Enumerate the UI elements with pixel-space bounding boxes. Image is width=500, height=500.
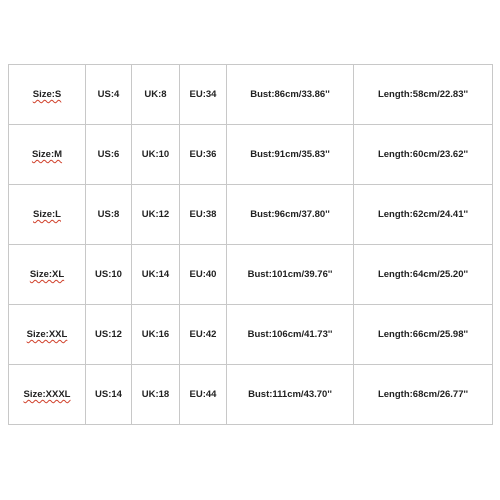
size-label: Size:XXXL xyxy=(23,389,71,400)
length-cell: Length:60cm/23.62'' xyxy=(354,125,493,185)
us-size-cell: US:12 xyxy=(86,305,132,365)
table-row xyxy=(9,65,493,125)
uk-size-cell: UK:8 xyxy=(132,65,180,125)
uk-size-cell: UK:12 xyxy=(132,185,180,245)
size-cell xyxy=(9,185,86,245)
size-label: Size:S xyxy=(32,89,62,100)
bust-cell: Bust:106cm/41.73'' xyxy=(227,305,354,365)
length-cell: Length:68cm/26.77'' xyxy=(354,365,493,425)
us-size-cell: US:6 xyxy=(86,125,132,185)
size-cell xyxy=(9,65,86,125)
length-cell: Length:66cm/25.98'' xyxy=(354,305,493,365)
eu-size-cell: EU:40 xyxy=(180,245,227,305)
size-label: Size:M xyxy=(31,149,63,160)
size-label: Size:XL xyxy=(29,269,65,280)
size-cell xyxy=(9,245,86,305)
length-cell: Length:62cm/24.41'' xyxy=(354,185,493,245)
us-size-cell: US:14 xyxy=(86,365,132,425)
uk-size-cell: UK:16 xyxy=(132,305,180,365)
table-row xyxy=(9,365,493,425)
size-chart-table xyxy=(8,64,493,425)
table-row xyxy=(9,125,493,185)
uk-size-cell: UK:10 xyxy=(132,125,180,185)
size-label: Size:XXL xyxy=(26,329,68,340)
us-size-cell: US:4 xyxy=(86,65,132,125)
bust-cell: Bust:96cm/37.80'' xyxy=(227,185,354,245)
bust-cell: Bust:101cm/39.76'' xyxy=(227,245,354,305)
eu-size-cell: EU:38 xyxy=(180,185,227,245)
length-cell: Length:64cm/25.20'' xyxy=(354,245,493,305)
eu-size-cell: EU:36 xyxy=(180,125,227,185)
table-row xyxy=(9,305,493,365)
eu-size-cell: EU:44 xyxy=(180,365,227,425)
eu-size-cell: EU:42 xyxy=(180,305,227,365)
length-cell: Length:58cm/22.83'' xyxy=(354,65,493,125)
uk-size-cell: UK:18 xyxy=(132,365,180,425)
size-cell xyxy=(9,365,86,425)
uk-size-cell: UK:14 xyxy=(132,245,180,305)
eu-size-cell: EU:34 xyxy=(180,65,227,125)
bust-cell: Bust:86cm/33.86'' xyxy=(227,65,354,125)
size-label: Size:L xyxy=(33,209,61,220)
table-row xyxy=(9,245,493,305)
size-cell xyxy=(9,125,86,185)
size-cell xyxy=(9,305,86,365)
us-size-cell: US:10 xyxy=(86,245,132,305)
table-row xyxy=(9,185,493,245)
us-size-cell: US:8 xyxy=(86,185,132,245)
bust-cell: Bust:111cm/43.70'' xyxy=(227,365,354,425)
bust-cell: Bust:91cm/35.83'' xyxy=(227,125,354,185)
